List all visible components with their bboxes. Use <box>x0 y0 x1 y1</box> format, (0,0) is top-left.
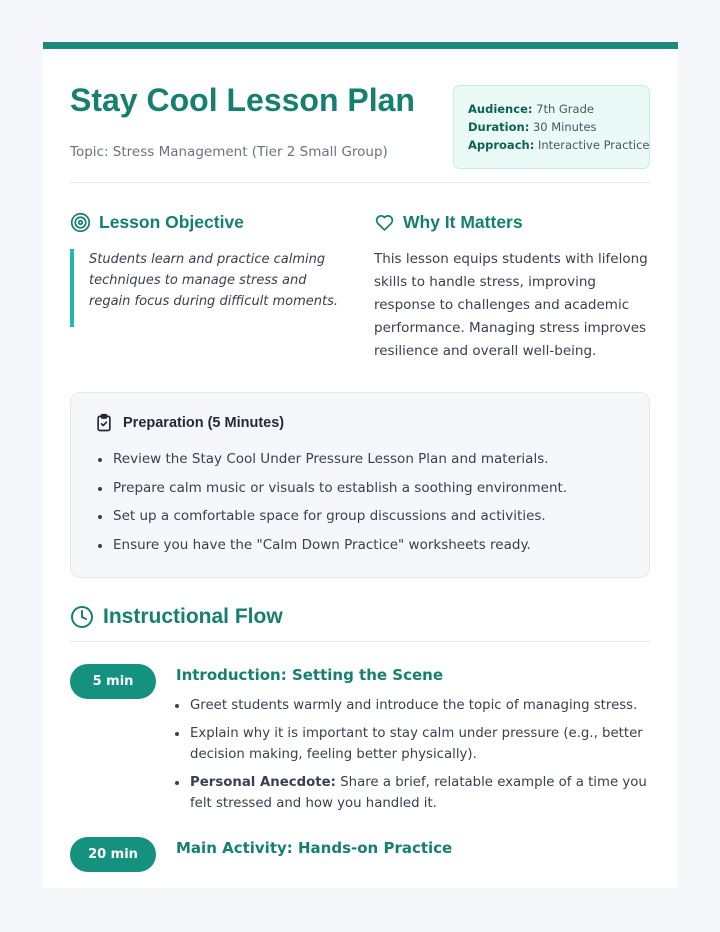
preparation-box <box>70 392 650 578</box>
item-text: Share a brief, relatable example of a time you felt stressed and how you handled it. <box>190 775 647 811</box>
objective-heading-text: Lesson Objective <box>99 212 244 232</box>
meta-audience <box>468 100 649 118</box>
preparation-heading-text: Preparation (5 Minutes) <box>123 415 285 431</box>
item-bold: Personal Anecdote: <box>190 775 336 790</box>
meta-label: Audience: <box>468 102 533 116</box>
step-title: Introduction: Setting the Scene <box>176 666 444 684</box>
heart-icon <box>374 212 395 233</box>
objective-quote: Students learn and practice calming techniques to manage stress and regain focus during difficult moments. <box>70 249 340 327</box>
item-text: Explain why it is important to stay calm under pressure (e.g., better decision making, feeling better physically). <box>190 726 643 762</box>
list-item <box>190 772 650 814</box>
time-badge: 5 min <box>70 664 156 699</box>
clipboard-check-icon <box>94 413 114 433</box>
why-heading-text: Why It Matters <box>403 212 523 232</box>
meta-value: Interactive Practice <box>537 138 650 152</box>
preparation-heading <box>94 413 284 433</box>
clock-icon <box>70 605 94 629</box>
header <box>70 77 650 183</box>
meta-value: 7th Grade <box>536 102 594 116</box>
meta-approach <box>468 136 649 154</box>
list-item: Set up a comfortable space for group discussions and activities. <box>113 506 633 535</box>
flow-heading-text: Instructional Flow <box>103 605 283 628</box>
why-text: This lesson equips students with lifelong skills to handle stress, improving response to challenges and academic performance. Managing stress improves resilience and overall well-being. <box>374 251 648 359</box>
meta-label: Duration: <box>468 120 530 134</box>
topic-subtitle: Topic: Stress Management (Tier 2 Small Group) <box>70 144 388 160</box>
flow-section-header <box>70 605 650 642</box>
meta-duration <box>468 118 649 136</box>
list-item <box>190 723 650 765</box>
list-item: Review the Stay Cool Under Pressure Lesson Plan and materials. <box>113 449 633 478</box>
target-icon <box>70 212 91 233</box>
why-heading <box>374 212 523 233</box>
flow-heading <box>70 605 283 629</box>
time-badge: 20 min <box>70 837 156 872</box>
page-title: Stay Cool Lesson Plan <box>70 82 415 118</box>
list-item: Prepare calm music or visuals to establish a soothing environment. <box>113 478 633 507</box>
meta-value: 30 Minutes <box>532 120 597 134</box>
preparation-list <box>113 449 633 563</box>
step-title: Main Activity: Hands-on Practice <box>176 839 453 857</box>
list-item: Ensure you have the "Calm Down Practice" worksheets ready. <box>113 535 633 564</box>
meta-box <box>453 85 650 169</box>
item-text: Greet students warmly and introduce the topic of managing stress. <box>190 698 638 713</box>
list-item <box>190 695 650 716</box>
step-list <box>190 695 650 821</box>
lesson-plan-card <box>43 42 678 888</box>
objective-heading <box>70 212 244 233</box>
meta-label: Approach: <box>468 138 535 152</box>
